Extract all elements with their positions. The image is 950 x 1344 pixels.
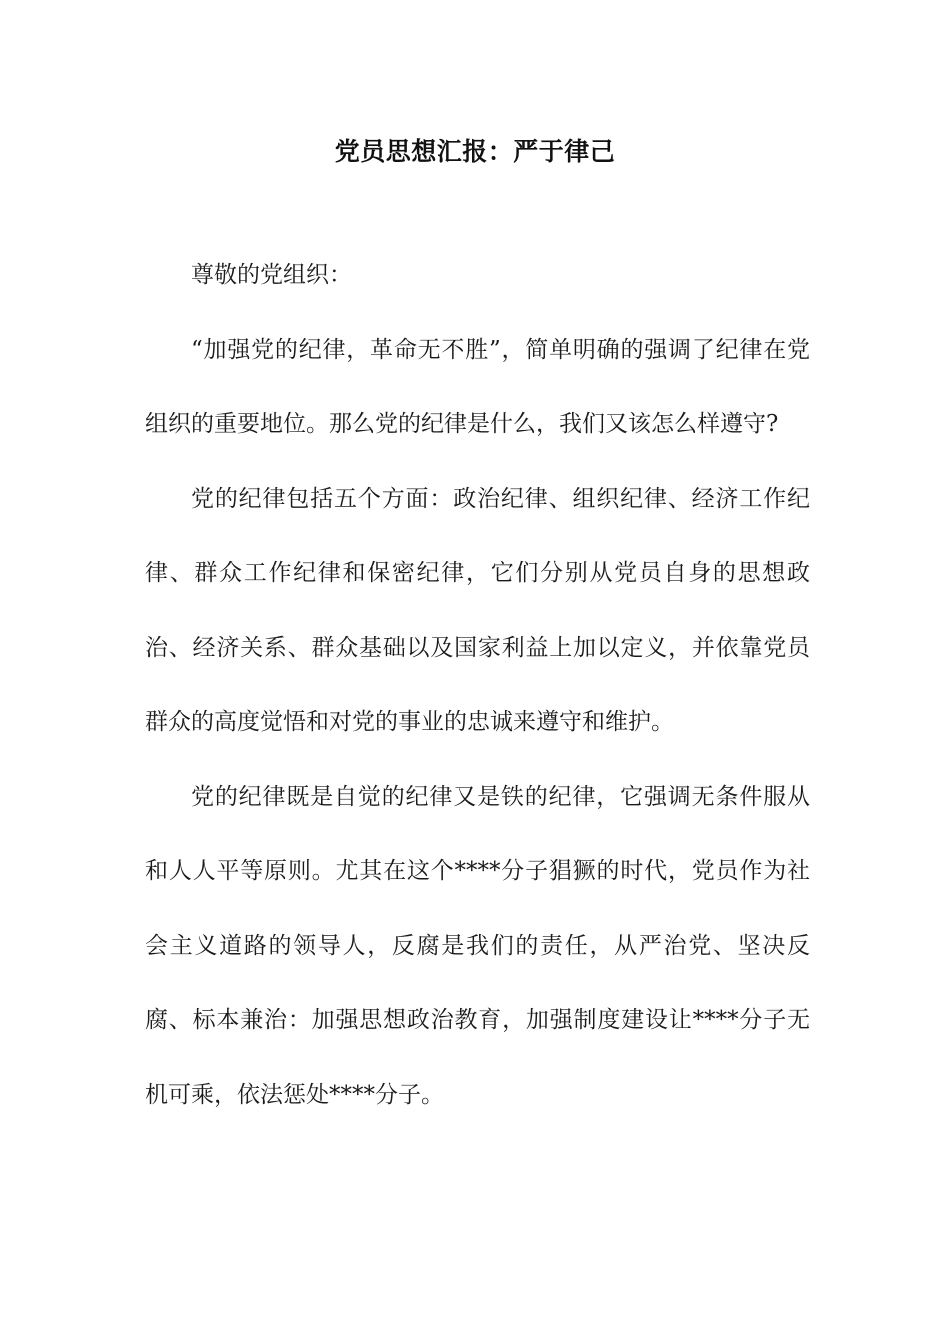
document-body bbox=[145, 238, 810, 1132]
document-title: 党员思想汇报：严于律己 bbox=[334, 137, 616, 166]
salutation: 尊敬的党组织： bbox=[191, 262, 352, 288]
paragraph-1: “加强党的纪律，革命无不胜”，简单明确的强调了纪律在党组织的重要地位。那么党的纪律是什么，我们又该怎么样遵守? bbox=[145, 336, 810, 437]
paragraph-2: 党的纪律包括五个方面：政治纪律、组织纪律、经济工作纪律、群众工作纪律和保密纪律，它们分别从党员自身的思想政治、经济关系、群众基础以及国家利益上加以定义，并依靠党员群众的高度觉悟和对党的事业的忠诚来遵守和维护。 bbox=[145, 485, 810, 735]
paragraph-3: 党的纪律既是自觉的纪律又是铁的纪律，它强调无条件服从和人人平等原则。尤其在这个****分子猖獗的时代，党员作为社会主义道路的领导人，反腐是我们的责任，从严治党、坚决反腐、标本兼治：加强思想政治教育，加强制度建设让****分子无机可乘，依法惩处****分子。 bbox=[145, 783, 810, 1108]
